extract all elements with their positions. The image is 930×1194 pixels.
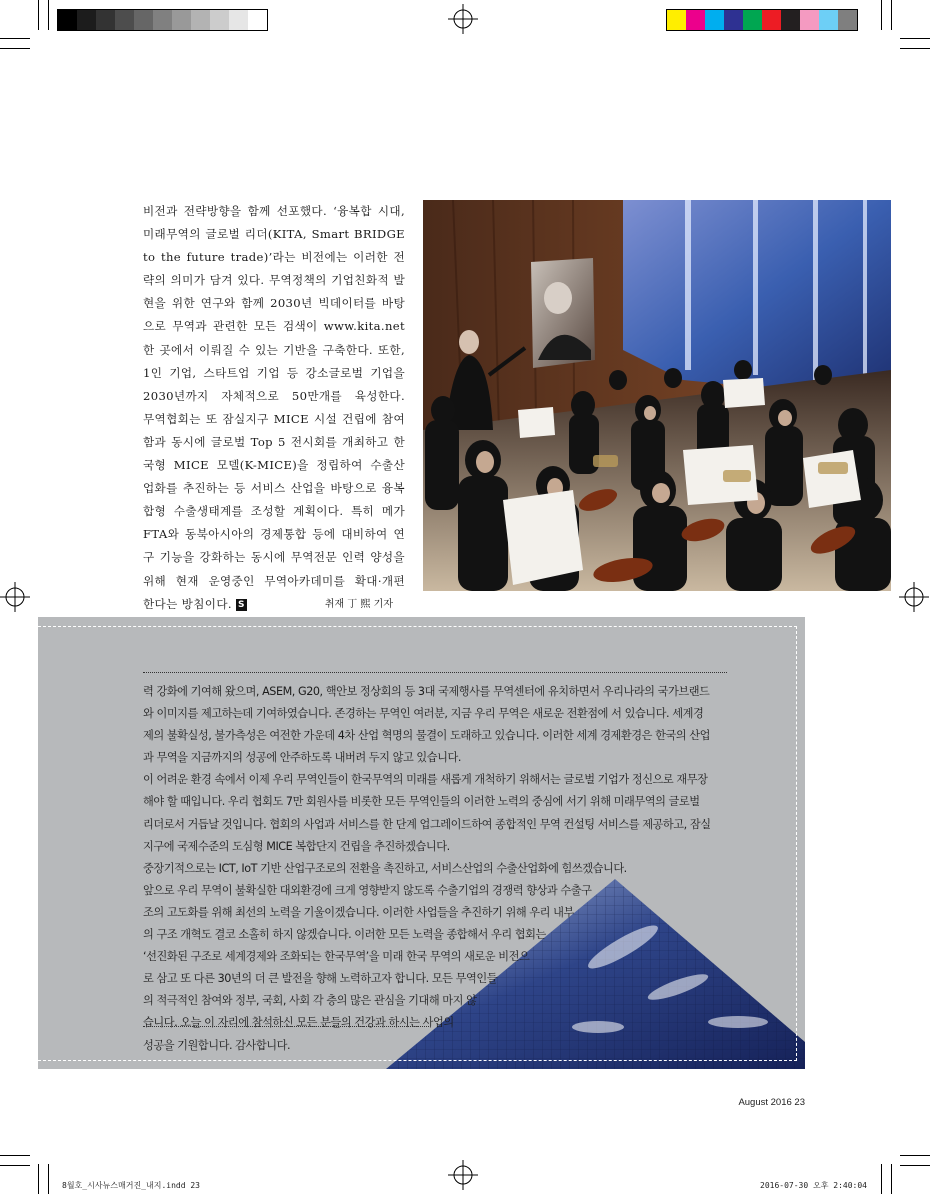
speech-line: ‘선진화된 구조로 세계경제와 조화되는 한국무역’을 미래 한국 무역의 새로운 비전으 bbox=[143, 950, 530, 964]
article-line: 한 곳에서 이뤄질 수 있는 기반을 구축한다. 또한, bbox=[143, 342, 405, 357]
color-swatch bbox=[58, 10, 77, 30]
grayscale-color-bar bbox=[57, 9, 268, 31]
crop-mark bbox=[48, 1164, 49, 1194]
speech-line: 력 강화에 기여해 왔으며, ASEM, G20, 핵안보 정상회의 등 3대 국제행사를 무역센터에 유치하면서 우리나라의 국가브랜드 bbox=[143, 685, 710, 698]
slug-file-info: 8월호_시사뉴스매거진_내지.indd 23 bbox=[62, 1181, 200, 1190]
crop-mark bbox=[881, 0, 882, 30]
color-swatch bbox=[800, 10, 819, 30]
crop-mark bbox=[0, 38, 30, 39]
color-swatch bbox=[248, 10, 267, 30]
end-mark-icon: S bbox=[236, 599, 247, 611]
page-folio: August 2016 23 bbox=[738, 1097, 805, 1108]
crop-mark bbox=[881, 1164, 882, 1194]
color-swatch bbox=[96, 10, 115, 30]
byline: 취재 丁 熙 기자 bbox=[324, 598, 393, 610]
registration-mark-icon bbox=[448, 4, 478, 34]
registration-mark-icon bbox=[899, 582, 929, 612]
article-body bbox=[143, 200, 405, 593]
crop-mark bbox=[48, 0, 49, 30]
article-line: 무역협회는 또 잠실지구 MICE 시설 건립에 참여 bbox=[143, 411, 405, 426]
speech-line: 의 구조 개혁도 결코 소홀히 하지 않겠습니다. 이러한 모든 노력을 종합해서 우리 협회는 bbox=[143, 928, 546, 942]
article-line: 국형 MICE 모델(K-MICE)을 정립하여 수출산 bbox=[143, 458, 405, 473]
article-line: 업화를 추진하는 등 서비스 산업을 바탕으로 융복 bbox=[143, 481, 405, 496]
speech-line: 중장기적으로는 ICT, IoT 기반 산업구조로의 전환을 촉진하고, 서비스산업의 수출산업화에 힘쓰겠습니다. bbox=[143, 861, 627, 875]
process-color-bar bbox=[666, 9, 858, 31]
dotted-rule-bottom bbox=[143, 1026, 429, 1027]
article-line: 략의 의미가 담겨 있다. 무역정책의 기업친화적 발 bbox=[143, 273, 405, 288]
dotted-rule-top bbox=[143, 672, 727, 673]
speech-line: 지구에 국제수준의 도심형 MICE 복합단지 건립을 추진하겠습니다. bbox=[143, 839, 450, 853]
registration-mark-icon bbox=[0, 582, 30, 612]
article-ending bbox=[143, 593, 405, 616]
color-swatch bbox=[191, 10, 210, 30]
speech-line: 로 삼고 또 다른 30년의 더 큰 발전을 향해 노력하고자 합니다. 모든 무역인들 bbox=[143, 972, 498, 986]
article-line: FTA와 동북아시아의 경제통합 등에 대비하여 연 bbox=[143, 527, 405, 542]
color-swatch bbox=[838, 10, 857, 30]
speech-box bbox=[38, 617, 805, 1069]
crop-mark bbox=[0, 1165, 30, 1166]
registration-mark-icon bbox=[448, 1160, 478, 1190]
crop-mark bbox=[900, 1165, 930, 1166]
color-swatch bbox=[781, 10, 800, 30]
article-line: 미래무역의 글로벌 리더(KITA, Smart BRIDGE bbox=[143, 227, 405, 242]
slug-timestamp: 2016-07-30 오후 2:40:04 bbox=[760, 1181, 867, 1190]
article-line: 으로 무역과 관련한 모든 검색이 www.kita.net bbox=[143, 319, 405, 334]
color-swatch bbox=[229, 10, 248, 30]
crop-mark bbox=[0, 48, 30, 49]
crop-mark bbox=[38, 0, 39, 30]
article-line: 비전과 전략방향을 함께 선포했다. ‘융복합 시대, bbox=[143, 204, 405, 218]
color-swatch bbox=[77, 10, 96, 30]
crop-mark bbox=[38, 1164, 39, 1194]
color-swatch bbox=[115, 10, 134, 30]
color-swatch bbox=[172, 10, 191, 30]
article-line: 합형 수출생태계를 조성할 계획이다. 특히 메가 bbox=[143, 504, 405, 519]
speech-line: 이 어려운 환경 속에서 이제 우리 무역인들이 한국무역의 미래를 새롭게 개척하기 위해서는 글로벌 기업가 정신으로 재무장 bbox=[143, 773, 708, 787]
article-line: to the future trade)’라는 비전에는 이러한 전 bbox=[143, 250, 405, 265]
color-swatch bbox=[210, 10, 229, 30]
color-swatch bbox=[686, 10, 705, 30]
crop-mark bbox=[900, 1155, 930, 1156]
crop-mark bbox=[891, 1164, 892, 1194]
color-swatch bbox=[724, 10, 743, 30]
crop-mark bbox=[891, 0, 892, 30]
speech-line: 조의 고도화를 위해 최선의 노력을 기울이겠습니다. 이러한 사업들을 추진하기 위해 우리 내부 bbox=[143, 905, 574, 919]
speech-line: 성공을 기원합니다. 감사합니다. bbox=[143, 1038, 291, 1052]
color-swatch bbox=[153, 10, 172, 30]
article-line: 현을 위한 연구와 함께 2030년 빅데이터를 바탕 bbox=[143, 296, 405, 311]
color-swatch bbox=[743, 10, 762, 30]
article-line: 구 기능을 강화하는 동시에 무역전문 인력 양성을 bbox=[143, 550, 405, 565]
article-last-line: 한다는 방침이다. bbox=[143, 596, 232, 611]
speech-line: 앞으로 우리 무역이 불확실한 대외환경에 크게 영향받지 않도록 수출기업의 경쟁력 향상과 수출구 bbox=[143, 883, 592, 897]
crop-mark bbox=[900, 38, 930, 39]
color-swatch bbox=[762, 10, 781, 30]
article-line: 1인 기업, 스타트업 기업 등 강소글로벌 기업을 bbox=[143, 365, 405, 380]
speech-line: 제의 불확실성, 불가측성은 여전한 가운데 4차 산업 혁명의 물결이 도래하고 있습니다. 이러한 세계 경제환경은 한국의 산업 bbox=[143, 729, 710, 743]
crop-mark bbox=[900, 48, 930, 49]
speech-line: 리더로서 거듭날 것입니다. 협회의 사업과 서비스를 한 단계 업그레이드하여 종합적인 무역 컨설팅 서비스를 제공하고, 잠실 bbox=[143, 817, 711, 831]
speech-line: 습니다. 오늘 이 자리에 참석하신 모든 분들의 건강과 하시는 사업의 bbox=[143, 1016, 454, 1030]
article-line: 함과 동시에 글로벌 Top 5 전시회를 개최하고 한 bbox=[143, 434, 405, 449]
speech-line: 와 이미지를 제고하는데 기여하였습니다. 존경하는 무역인 여러분, 지금 우리 무역은 새로운 전환점에 서 있습니다. 세계경 bbox=[143, 707, 704, 721]
article-line: 위해 현재 운영중인 무역아카데미를 확대·개편 bbox=[143, 573, 405, 588]
color-swatch bbox=[667, 10, 686, 30]
article-line: 2030년까지 자체적으로 50만개를 육성한다. bbox=[143, 388, 405, 403]
orchestra-concert-photo bbox=[423, 200, 891, 591]
article-column bbox=[143, 200, 405, 616]
speech-body bbox=[143, 681, 743, 1057]
speech-line: 의 적극적인 참여와 정부, 국회, 사회 각 층의 많은 관심을 기대해 마지 않 bbox=[143, 994, 477, 1008]
speech-line: 해야 할 때입니다. 우리 협회도 7만 회원사를 비롯한 모든 무역인들의 이러한 노력의 중심에 서기 위해 미래무역의 글로벌 bbox=[143, 795, 700, 809]
color-swatch bbox=[134, 10, 153, 30]
color-swatch bbox=[705, 10, 724, 30]
speech-line: 과 무역을 지금까지의 성공에 안주하도록 내버려 두지 않고 있습니다. bbox=[143, 751, 461, 765]
crop-mark bbox=[0, 1155, 30, 1156]
color-swatch bbox=[819, 10, 838, 30]
